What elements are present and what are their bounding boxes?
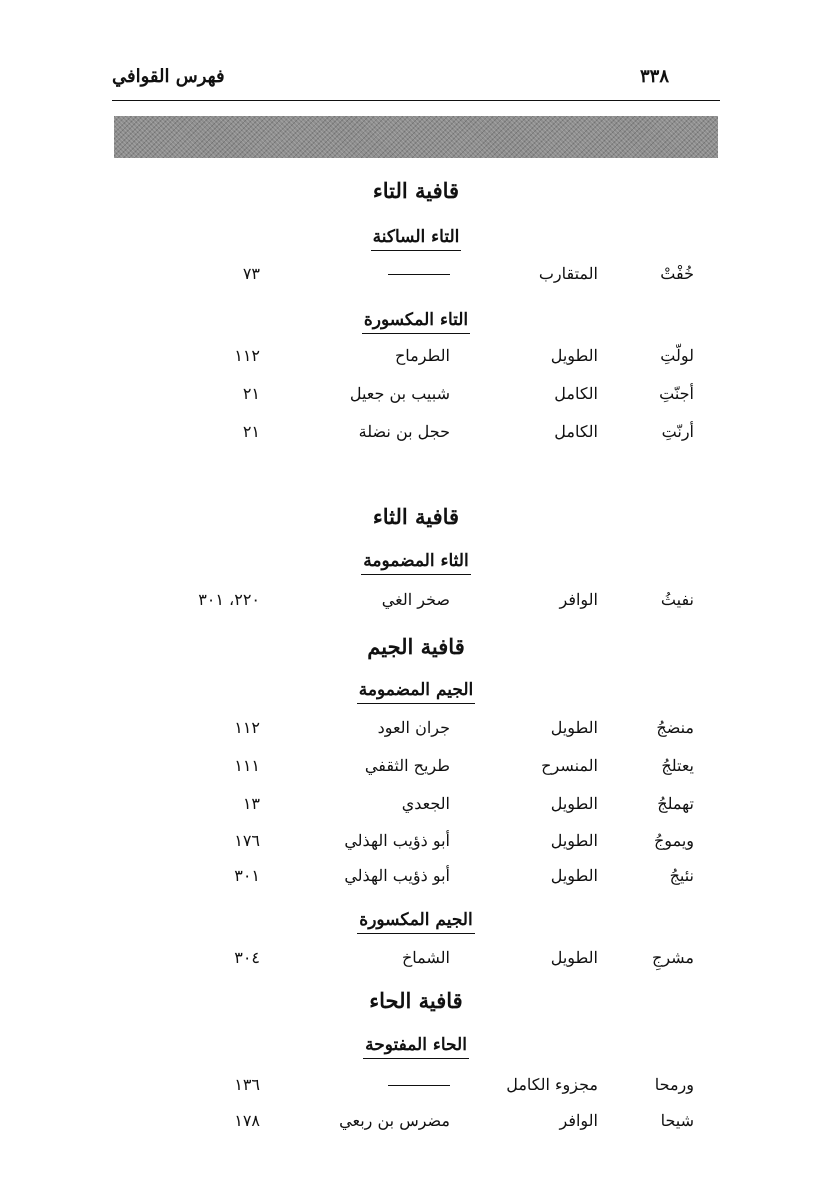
rhyme-word: منضجُ xyxy=(656,718,694,737)
index-row xyxy=(0,590,832,616)
page-ref: ١٧٦ xyxy=(234,831,260,850)
rhyme-word: لولّتِ xyxy=(660,346,694,365)
meter-name: الطويل xyxy=(550,866,598,885)
meter-name: المنسرح xyxy=(541,756,598,775)
index-row xyxy=(0,831,832,857)
rhyme-word: أرنّتِ xyxy=(661,422,694,441)
poet-name: شبيب بن جعيل xyxy=(349,384,450,403)
poet-name: جران العود xyxy=(377,718,450,737)
page-ref: ١٣٦ xyxy=(234,1075,260,1094)
poet-name: مضرس بن ربعي xyxy=(339,1111,450,1130)
page-ref: ٣٠١ xyxy=(234,866,260,885)
index-row xyxy=(0,346,832,372)
page-ref: ١١٢ xyxy=(234,718,260,737)
page-number: ٣٣٨ xyxy=(640,66,670,87)
rhyme-word: يعتلجُ xyxy=(661,756,694,775)
rhyme-word: تهملجُ xyxy=(657,794,694,813)
running-title: فهرس القوافي xyxy=(112,66,225,87)
rhyme-word: شيحا xyxy=(660,1111,694,1130)
index-row xyxy=(0,1111,832,1137)
meter-name: الوافر xyxy=(559,590,598,609)
page-ref: ١٧٨ xyxy=(234,1111,260,1130)
page-ref: ١١١ xyxy=(234,756,260,775)
section-title: قافية التاء xyxy=(372,178,460,203)
rhyme-word: مشرجِ xyxy=(652,948,694,967)
section-title: قافية الثاء xyxy=(372,504,460,529)
meter-name: الطويل xyxy=(550,794,598,813)
header-rule xyxy=(112,100,720,101)
poet-name: طريح الثقفي xyxy=(364,756,450,775)
rhyme-word: ويموجُ xyxy=(653,831,694,850)
meter-name: الطويل xyxy=(550,948,598,967)
rhyme-word: نفيثُ xyxy=(660,590,694,609)
index-row xyxy=(0,264,832,290)
page-ref: ٢١ xyxy=(242,384,260,403)
index-row xyxy=(0,794,832,820)
poet-name: الجعدي xyxy=(401,794,450,813)
index-row xyxy=(0,866,832,892)
shaded-band xyxy=(114,116,718,158)
page-ref: ٢٢٠، ٣٠١ xyxy=(198,590,260,609)
poet-name: أبو ذؤيب الهذلي xyxy=(344,866,450,885)
meter-name: الكامل xyxy=(554,384,598,403)
index-row xyxy=(0,384,832,410)
subsection-title: التاء المكسورة xyxy=(0,310,832,330)
index-row xyxy=(0,756,832,782)
page-ref: ٢١ xyxy=(242,422,260,441)
meter-name: الكامل xyxy=(554,422,598,441)
rhyme-word: أجنّتِ xyxy=(659,384,694,403)
meter-name: الطويل xyxy=(550,718,598,737)
subsection-title: الجيم المضمومة xyxy=(0,680,832,700)
poet-name: الطرماح xyxy=(394,346,450,365)
meter-name: المتقارب xyxy=(538,264,598,283)
meter-name: مجزوء الكامل xyxy=(506,1075,598,1094)
page-ref: ٧٣ xyxy=(242,264,260,283)
index-row xyxy=(0,422,832,448)
meter-name: الوافر xyxy=(559,1111,598,1130)
poet-unknown-dash xyxy=(388,1075,450,1094)
rhyme-word: نئيجُ xyxy=(669,866,694,885)
rhyme-word: ورمحا xyxy=(654,1075,694,1094)
page-ref: ١٣ xyxy=(242,794,260,813)
index-row xyxy=(0,1075,832,1101)
subsection-title: الجيم المكسورة xyxy=(0,910,832,930)
subsection-title: الثاء المضمومة xyxy=(0,551,832,571)
poet-unknown-dash xyxy=(388,264,450,283)
page-ref: ١١٢ xyxy=(234,346,260,365)
section-title: قافية الجيم xyxy=(367,634,465,659)
rhyme-word: خُفْتْ xyxy=(660,264,694,283)
index-row xyxy=(0,718,832,744)
subsection-title: الحاء المفتوحة xyxy=(0,1035,832,1055)
index-row xyxy=(0,948,832,974)
poet-name: الشماخ xyxy=(401,948,450,967)
poet-name: أبو ذؤيب الهذلي xyxy=(344,831,450,850)
meter-name: الطويل xyxy=(550,346,598,365)
subsection-title: التاء الساكنة xyxy=(0,227,832,247)
meter-name: الطويل xyxy=(550,831,598,850)
page-ref: ٣٠٤ xyxy=(234,948,260,967)
section-title: قافية الحاء xyxy=(369,988,463,1013)
poet-name: صخر الغي xyxy=(381,590,450,609)
poet-name: حجل بن نضلة xyxy=(358,422,450,441)
